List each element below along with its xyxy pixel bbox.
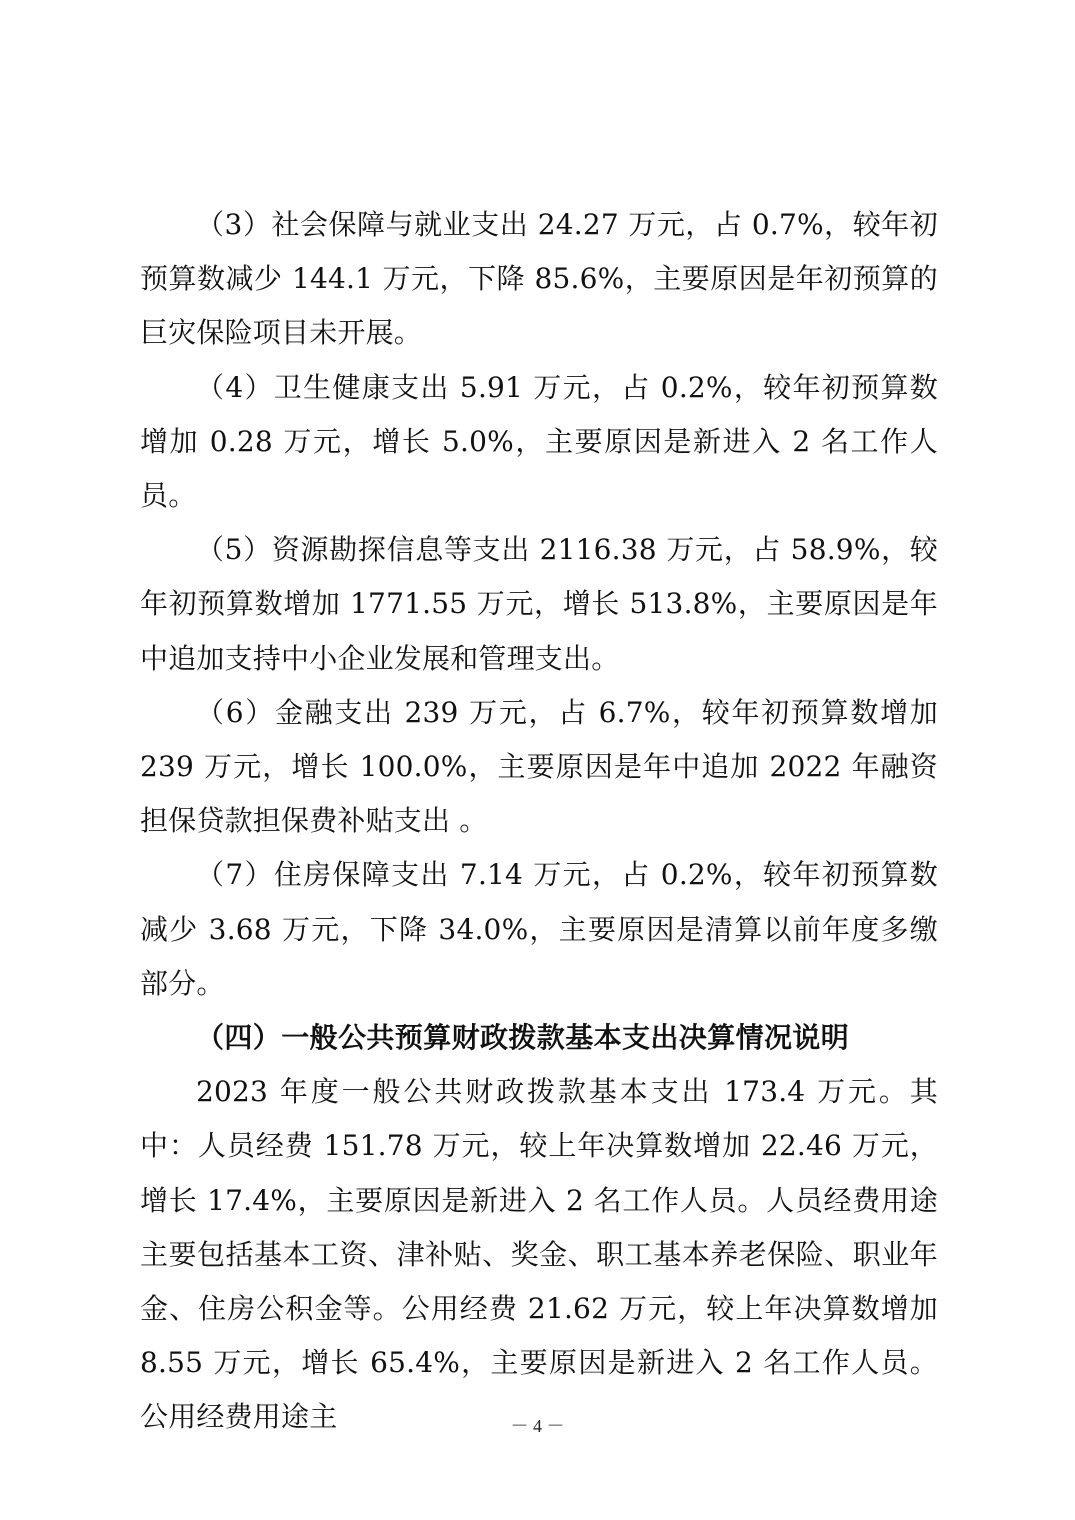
paragraph-finance: （6）金融支出 239 万元，占 6.7%，较年初预算数增加 239 万元，增长 100.0%，主要原因是年中追加 2022 年融资担保贷款担保费补贴支出 。 — [140, 695, 938, 838]
paragraph-health: （4）卫生健康支出 5.91 万元，占 0.2%，较年初预算数增加 0.28 万元，增长 5.0%，主要原因是新进入 2 名工作人员。 — [140, 370, 938, 513]
paragraph-social-security: （3）社会保障与就业支出 24.27 万元，占 0.7%，较年初预算数减少 144.1 万元，下降 85.6%，主要原因是年初预算的巨灾保险项目未开展。 — [140, 208, 938, 350]
paragraph-resource-exploration: （5）资源勘探信息等支出 2116.38 万元，占 58.9%，较年初预算数增加 1771.55 万元，增长 513.8%，主要原因是年中追加支持中小企业发展和管理支出。 — [140, 533, 938, 675]
paragraph-basic-expenditure: 2023 年度一般公共财政拨款基本支出 173.4 万元。其中：人员经费 151.78 万元，较上年决算数增加 22.46 万元，增长 17.4%，主要原因是新进入 2 名工作人员。人员经费用途主要包括基本工资、津补贴、奖金、职工基本养老保险、职业年金、住房公积金等。公用经费 21.62 万元，较上年决算数增加 8.55 万元，增长 65.4%，主要原因是新进入 2 名工作人员。公用经费用途主 — [140, 1075, 938, 1434]
page-number: － 4 － — [510, 1416, 565, 1436]
document-body — [140, 198, 938, 1445]
paragraph-housing: （7）住房保障支出 7.14 万元，占 0.2%，较年初预算数减少 3.68 万元，下降 34.0%，主要原因是清算以前年度多缴部分。 — [140, 858, 938, 1000]
section-heading: （四）一般公共预算财政拨款基本支出决算情况说明 — [196, 1021, 850, 1055]
